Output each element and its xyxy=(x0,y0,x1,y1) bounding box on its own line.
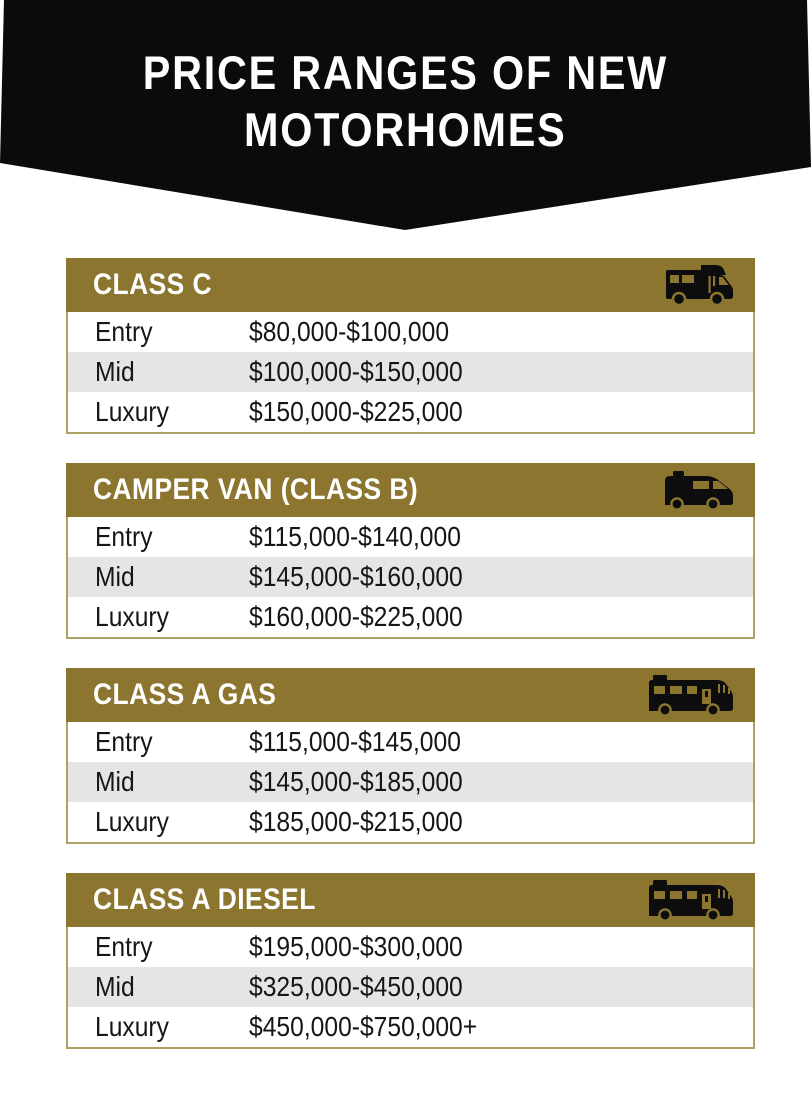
class-a-rv-icon xyxy=(647,673,735,717)
table-row xyxy=(68,352,753,392)
page-title-line1: PRICE RANGES OF NEW xyxy=(142,46,669,99)
tier-label: Luxury xyxy=(95,396,169,427)
table-class-a-diesel-title: CLASS A DIESEL xyxy=(93,883,316,916)
table-class-c-body xyxy=(66,312,755,434)
table-class-a-gas-header xyxy=(66,668,755,722)
table-row xyxy=(68,802,753,842)
page-title xyxy=(0,44,811,158)
price-value: $325,000-$450,000 xyxy=(249,971,463,1002)
table-class-c xyxy=(66,258,755,434)
table-row xyxy=(68,722,753,762)
price-value: $100,000-$150,000 xyxy=(249,356,463,387)
table-class-a-diesel xyxy=(66,873,755,1049)
tier-label: Entry xyxy=(95,931,153,962)
table-row xyxy=(68,967,753,1007)
table-row xyxy=(68,312,753,352)
table-camper-van xyxy=(66,463,755,639)
price-value: $195,000-$300,000 xyxy=(249,931,463,962)
tier-label: Luxury xyxy=(95,1011,169,1042)
class-c-rv-icon xyxy=(665,263,735,307)
table-row xyxy=(68,557,753,597)
price-value: $145,000-$160,000 xyxy=(249,561,463,592)
page-title-line2: MOTORHOMES xyxy=(244,103,567,156)
table-class-c-title: CLASS C xyxy=(93,268,212,301)
table-class-c-header xyxy=(66,258,755,312)
price-value: $80,000-$100,000 xyxy=(249,316,450,347)
table-class-a-diesel-header xyxy=(66,873,755,927)
price-value: $115,000-$140,000 xyxy=(249,521,461,552)
table-class-a-gas-title: CLASS A GAS xyxy=(93,678,277,711)
table-class-a-gas-body xyxy=(66,722,755,844)
table-row xyxy=(68,517,753,557)
table-row xyxy=(68,1007,753,1047)
price-value: $450,000-$750,000+ xyxy=(249,1011,478,1042)
camper-van-icon xyxy=(663,468,735,512)
price-value: $160,000-$225,000 xyxy=(249,601,463,632)
table-row xyxy=(68,762,753,802)
tier-label: Mid xyxy=(95,766,135,797)
tier-label: Mid xyxy=(95,561,135,592)
tier-label: Entry xyxy=(95,726,153,757)
class-a-rv-icon xyxy=(647,878,735,922)
table-camper-van-title: CAMPER VAN (CLASS B) xyxy=(93,473,419,506)
tier-label: Entry xyxy=(95,521,153,552)
table-row xyxy=(68,597,753,637)
table-camper-van-body xyxy=(66,517,755,639)
tier-label: Luxury xyxy=(95,601,169,632)
price-value: $145,000-$185,000 xyxy=(249,766,463,797)
table-class-a-diesel-body xyxy=(66,927,755,1049)
table-camper-van-header xyxy=(66,463,755,517)
tier-label: Mid xyxy=(95,971,135,1002)
price-value: $150,000-$225,000 xyxy=(249,396,463,427)
header-banner xyxy=(0,0,811,230)
price-tables xyxy=(66,258,755,1078)
table-class-a-gas xyxy=(66,668,755,844)
tier-label: Entry xyxy=(95,316,153,347)
table-row xyxy=(68,927,753,967)
table-row xyxy=(68,392,753,432)
price-value: $185,000-$215,000 xyxy=(249,806,463,837)
tier-label: Mid xyxy=(95,356,135,387)
price-value: $115,000-$145,000 xyxy=(249,726,461,757)
tier-label: Luxury xyxy=(95,806,169,837)
